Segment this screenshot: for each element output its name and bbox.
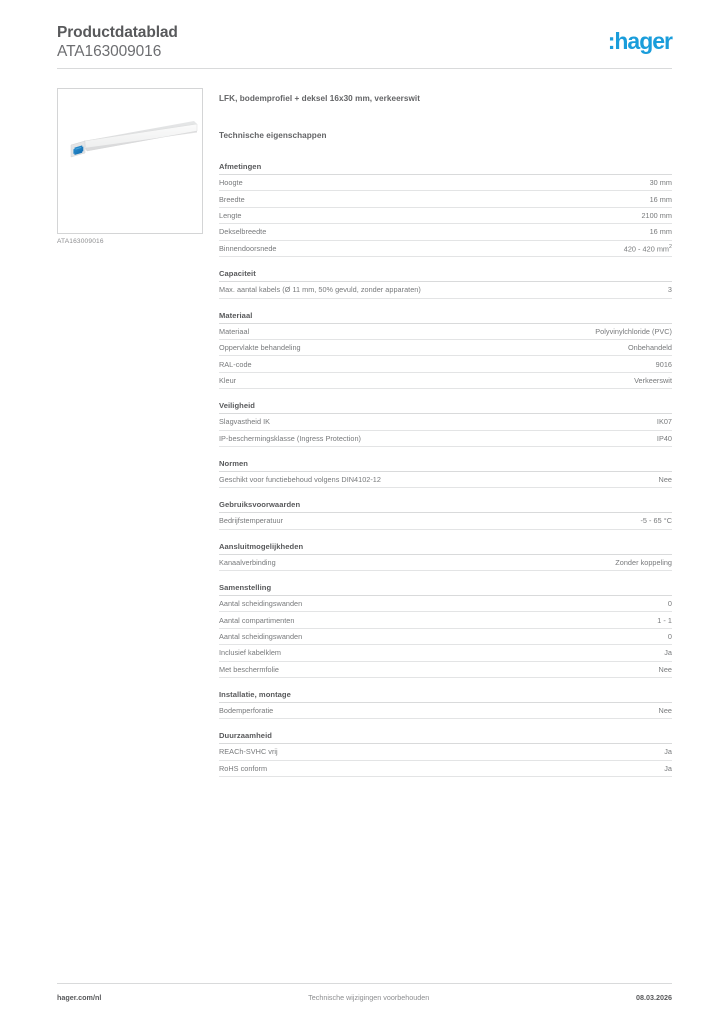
product-image-frame: [57, 88, 203, 234]
spec-value-superscript: 2: [669, 243, 672, 250]
spec-value: Nee: [658, 664, 672, 674]
spec-row: [219, 555, 672, 571]
spec-row: [219, 612, 672, 628]
spec-value: Onbehandeld: [627, 343, 672, 353]
spec-value: 30 mm: [649, 178, 672, 188]
spec-section: [219, 162, 672, 257]
spec-row: [219, 629, 672, 645]
spec-row: [219, 431, 672, 447]
spec-value: 0: [667, 631, 672, 641]
spec-row: [219, 703, 672, 719]
spec-row: [219, 596, 672, 612]
spec-value: Nee: [658, 475, 672, 485]
spec-label: Aantal scheidingswanden: [219, 599, 303, 609]
spec-row: [219, 356, 672, 372]
spec-value: IP40: [656, 433, 672, 443]
spec-row: [219, 662, 672, 678]
spec-value: 16 mm: [649, 194, 672, 204]
spec-section: [219, 690, 672, 719]
spec-row: [219, 282, 672, 298]
page-title: Productdatablad: [57, 24, 178, 41]
spec-section: [219, 311, 672, 390]
spec-value: 3: [667, 285, 672, 295]
spec-value: Verkeerswit: [634, 375, 672, 385]
spec-value: Ja: [664, 747, 672, 757]
spec-section: [219, 459, 672, 488]
spec-row: [219, 414, 672, 430]
spec-label: Bedrijfstemperatuur: [219, 516, 284, 526]
spec-row: [219, 208, 672, 224]
header-divider: [57, 68, 672, 69]
spec-label: Geschikt voor functiebehoud volgens DIN4102-12: [219, 475, 381, 485]
spec-label: Breedte: [219, 194, 245, 204]
product-trunking-image: [66, 119, 198, 179]
hager-logo: :hager: [607, 28, 672, 54]
spec-value: 9016: [655, 359, 672, 369]
spec-sections: [219, 162, 672, 777]
spec-label: Kleur: [219, 375, 237, 385]
spec-section: [219, 401, 672, 447]
spec-section: [219, 583, 672, 678]
spec-value: Ja: [664, 763, 672, 773]
spec-label: Dekselbreedte: [219, 227, 267, 237]
spec-label: Inclusief kabelklem: [219, 648, 282, 658]
spec-value: Ja: [664, 648, 672, 658]
product-name: LFK, bodemprofiel + deksel 16x30 mm, verkeerswit: [219, 94, 421, 103]
spec-label: Hoogte: [219, 178, 243, 188]
spec-label: Oppervlakte behandeling: [219, 343, 301, 353]
product-reference: ATA163009016: [57, 42, 162, 60]
spec-row: [219, 175, 672, 191]
page-footer: [57, 993, 672, 1002]
spec-label: Slagvastheid IK: [219, 417, 271, 427]
spec-value: Nee: [658, 706, 672, 716]
spec-row: [219, 645, 672, 661]
spec-section: [219, 731, 672, 777]
footer-date: 08.03.2026: [636, 993, 672, 1002]
page-header: [57, 24, 672, 68]
spec-value: 2100 mm: [641, 210, 672, 220]
spec-section: [219, 500, 672, 529]
spec-section-title: Duurzaamheid: [219, 731, 672, 744]
spec-label: Materiaal: [219, 326, 250, 336]
specifications-panel: [219, 94, 672, 789]
spec-label: Aantal compartimenten: [219, 615, 295, 625]
spec-label: Aantal scheidingswanden: [219, 631, 303, 641]
spec-row: [219, 761, 672, 777]
spec-row: [219, 472, 672, 488]
spec-value: IK07: [656, 417, 672, 427]
spec-section: [219, 269, 672, 298]
spec-label: Binnendoorsnede: [219, 244, 277, 254]
spec-section-title: Gebruiksvoorwaarden: [219, 500, 672, 513]
spec-section-title: Veiligheid: [219, 401, 672, 414]
spec-label: RAL-code: [219, 359, 252, 369]
product-figure: [57, 88, 203, 245]
spec-row: [219, 324, 672, 340]
spec-label: RoHS conform: [219, 763, 268, 773]
footer-divider: [57, 983, 672, 984]
spec-row: [219, 224, 672, 240]
header-titles: [57, 24, 178, 62]
spec-value: Polyvinylchloride (PVC): [595, 326, 672, 336]
spec-section-title: Afmetingen: [219, 162, 672, 175]
spec-row: [219, 241, 672, 258]
spec-row: [219, 340, 672, 356]
spec-label: REACh-SVHC vrij: [219, 747, 278, 757]
spec-section: [219, 542, 672, 571]
technical-properties-heading: Technische eigenschappen: [219, 131, 327, 140]
spec-value: 0: [667, 599, 672, 609]
spec-label: Max. aantal kabels (Ø 11 mm, 50% gevuld, zonder apparaten): [219, 285, 421, 295]
spec-section-title: Aansluitmogelijkheden: [219, 542, 672, 555]
spec-section-title: Materiaal: [219, 311, 672, 324]
spec-section-title: Normen: [219, 459, 672, 472]
spec-label: IP-beschermingsklasse (Ingress Protection): [219, 433, 361, 443]
spec-value: 1 - 1: [657, 615, 672, 625]
spec-value: Zonder koppeling: [615, 557, 672, 567]
spec-row: [219, 373, 672, 389]
spec-row: [219, 513, 672, 529]
footer-disclaimer: Technische wijzigingen voorbehouden: [308, 993, 430, 1002]
product-image-caption: ATA163009016: [57, 238, 104, 245]
spec-row: [219, 191, 672, 207]
spec-section-title: Capaciteit: [219, 269, 672, 282]
spec-value: 16 mm: [649, 227, 672, 237]
spec-label: Lengte: [219, 210, 242, 220]
spec-section-title: Installatie, montage: [219, 690, 672, 703]
spec-section-title: Samenstelling: [219, 583, 672, 596]
spec-label: Kanaalverbinding: [219, 557, 276, 567]
spec-value-text: 420 - 420 mm: [623, 244, 670, 254]
spec-value: [614, 244, 672, 253]
spec-value: -5 - 65 °C: [640, 516, 672, 526]
spec-row: [219, 744, 672, 760]
spec-label: Met beschermfolie: [219, 664, 279, 674]
spec-label: Bodemperforatie: [219, 706, 274, 716]
footer-website[interactable]: hager.com/nl: [57, 993, 102, 1002]
